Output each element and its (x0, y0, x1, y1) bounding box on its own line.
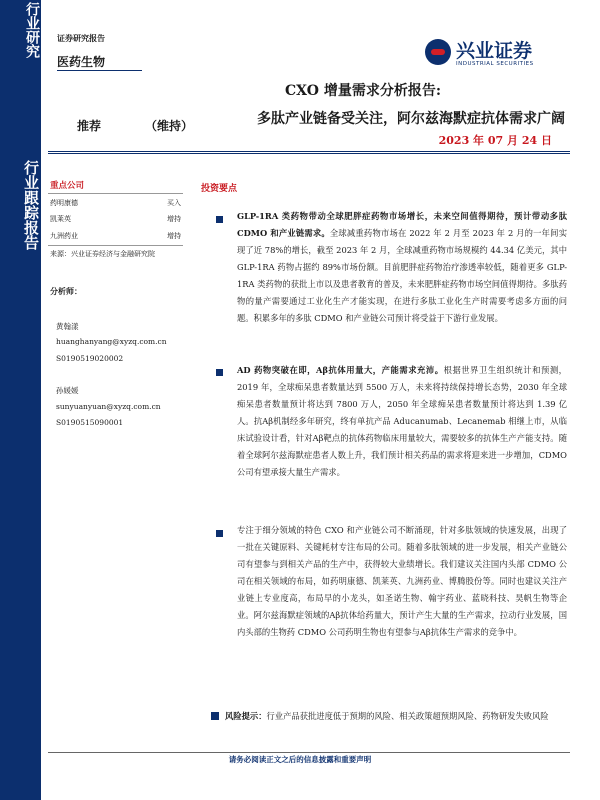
company-logo (425, 39, 585, 73)
key-companies-source: 来源：兴业证券经济与金融研究院 (50, 250, 155, 258)
risk-warning-text: 行业产品获批进度低于预期的风险、相关政策超预期风险、药物研发失败风险 (266, 711, 549, 721)
logo-chinese-name: 兴业证券 (456, 40, 533, 62)
investment-point-3-text: 专注于细分领域的特色 CXO 和产业链公司不断涌现，针对多肽领域的快速发展，出现了一批在关键原料、关键耗材专注布局的公司。随着多肽领域的进一步发展，相关产业链公司有望参与到相关产品的生产中，获得较大业绩增长。我们建议关注国内头部 CDMO 公司在相关领域的布局，如药明康德、凯莱英、九洲药业、博腾股份等。同时也建议关注产业链上专业度高，布局早的小龙头，如圣诺生物、翰宇药业、蓝晓科技、昊帆生物等企业。阿尔兹海默症领域的Aβ抗体给药量大，预计产生大量的生产需求，拉动行业发展，国内头部的生物药 CDMO 公司药明生物也有望参与Aβ抗体生产需求的竞争中。 (237, 525, 567, 637)
logo-english-name: INDUSTRIAL SECURITIES (456, 61, 534, 67)
risk-warning-body (211, 708, 567, 725)
bullet-square-icon (216, 369, 223, 376)
key-companies-bottom-rule (48, 245, 183, 246)
sector-label: 医药生物 (57, 55, 106, 69)
rating-note: （维持） (145, 119, 194, 133)
sidebar-report-type-label: 行业跟踪报告 (22, 160, 40, 250)
investment-point-3 (237, 522, 567, 641)
title-divider-secondary (48, 153, 570, 154)
logo-mark-icon (425, 39, 451, 65)
key-company-name: 九洲药业 (50, 232, 78, 240)
key-company-rating: 买入 (167, 199, 181, 207)
key-companies-title: 重点公司 (50, 181, 85, 191)
investment-point-1-headline: GLP-1RA 类药物带动全球肥胖症药物市场增长，未来空间值得期待，预计带动多肽 CDMO 和产业链需求。 (237, 211, 567, 238)
bullet-square-icon (211, 712, 219, 720)
analysts-title: 分析师： (50, 287, 82, 296)
analyst-cert: S0190515090001 (56, 418, 124, 427)
risk-warning (211, 708, 567, 725)
sidebar-top-label: 行业研究 (24, 2, 40, 58)
investment-point-1-text: 全球减重药物市场在 2022 年 2 月至 2023 年 2 月的一年间实现了近 78%的增长，截至 2023 年 2 月，全球减重药物市场规模约 44.34 亿美元，其中 GLP-1RA 药物占据约 89%市场份额。目前肥胖症药物治疗渗透率较低，随着更多 GLP-1RA 类药物的获批上市以及患者教育的普及，未来肥胖症药物市场空间值得期待。多肽药物的量产需要通过工业化生产才能实现，在进行多肽工业化生产时需要考虑多方面的问题。积累多年的多肽 CDMO 和产业链公司预计将受益于下游行业发展。 (237, 228, 567, 323)
report-title-line2: 多肽产业链备受关注，阿尔兹海默症抗体需求广阔 (257, 111, 565, 127)
footer-disclaimer: 请务必阅读正文之后的信息披露和重要声明 (228, 755, 372, 764)
left-sidebar (0, 0, 41, 800)
key-company-name: 药明康德 (50, 199, 78, 207)
footer-divider (48, 752, 570, 753)
key-company-rating: 增持 (167, 232, 181, 240)
report-date: 2023 年 07 月 24 日 (438, 134, 552, 147)
investment-point-2-headline: AD 药物突破在即，Aβ抗体用量大，产能需求充沛。 (237, 365, 444, 375)
report-title-line1: CXO 增量需求分析报告: (285, 83, 441, 99)
analyst-email: huanghanyang@xyzq.com.cn (56, 337, 167, 346)
key-company-rating: 增持 (167, 215, 181, 223)
investment-points-title: 投资要点 (201, 184, 238, 194)
key-companies-top-rule (48, 193, 183, 194)
header-divider (57, 70, 142, 71)
risk-warning-label: 风险提示： (225, 711, 267, 721)
key-company-name: 凯莱英 (50, 215, 71, 223)
bullet-square-icon (216, 216, 223, 223)
analyst-email: sunyuanyuan@xyzq.com.cn (56, 402, 161, 411)
analyst-cert: S0190519020002 (56, 354, 124, 363)
analyst-name: 黄翰漾 (56, 322, 79, 331)
investment-point-2 (237, 362, 567, 481)
rating: 推荐 (77, 119, 102, 133)
investment-point-1 (237, 208, 567, 327)
analyst-name: 孙媛媛 (56, 386, 79, 395)
report-category-label: 证券研究报告 (57, 34, 105, 43)
bullet-square-icon (216, 530, 223, 537)
investment-point-2-text: 根据世界卫生组织统计和预测，2019 年，全球痴呆患者数量达到 5500 万人，未来将持续保持增长态势，2030 年全球痴呆患者数量预计将达到 7800 万人，2050 年全球痴呆患者数量预计将达到 1.39 亿人。抗Aβ机制经多年研究，终有单抗产品 Aducanumab、Lecanemab 相继上市，从临床试验设计看，针对Aβ靶点的抗体药物临床用量较大，需要较多的抗体生产产能支持。随着全球阿尔兹海默症患者人数上升，我们预计相关药品的需求将迎来进一步增加，CDMO 公司有望承接大量生产需求。 (237, 365, 567, 477)
title-divider (48, 151, 570, 152)
